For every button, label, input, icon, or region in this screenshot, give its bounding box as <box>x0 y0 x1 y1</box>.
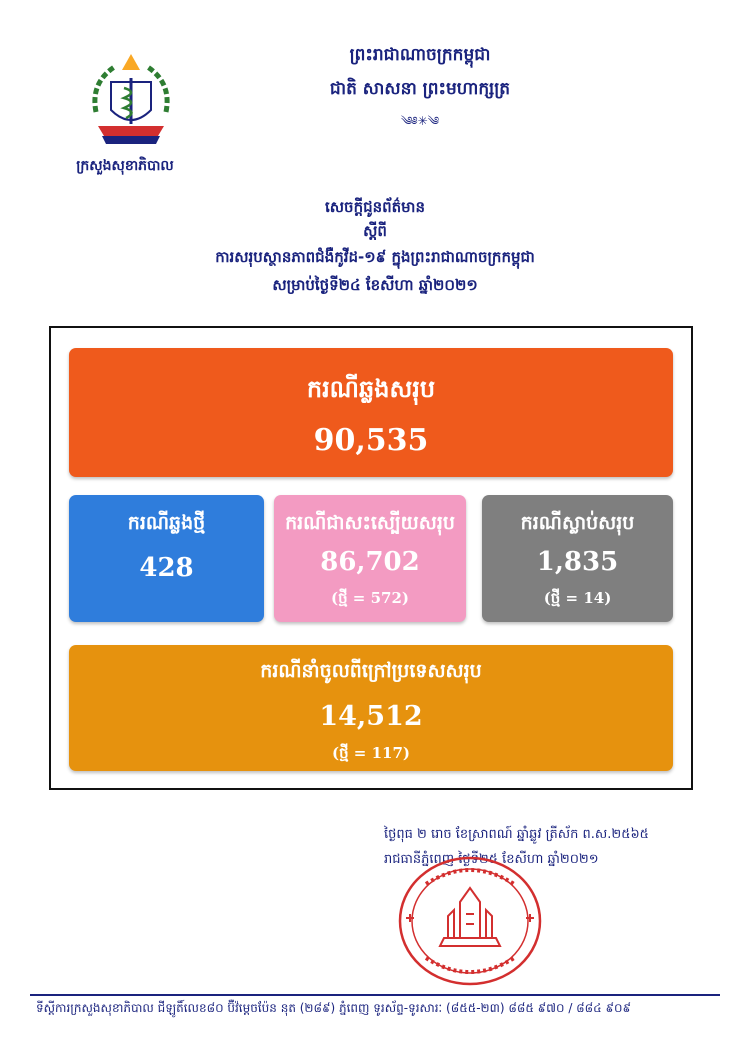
recovered-card <box>274 495 466 622</box>
official-seal-icon <box>396 854 544 988</box>
deaths-new: (ថ្មី = 14) <box>543 589 612 607</box>
deaths-card <box>482 495 673 622</box>
document-date: សម្រាប់ថ្ងៃទី២៤ ខែសីហា ឆ្នាំ២០២១ <box>272 276 478 294</box>
document-topic: ការសរុបស្ថានភាពជំងឺកូវីដ-១៩ ក្នុងព្រះរាជាណាចក្រកម្ពុជា <box>215 248 535 266</box>
document-title: សេចក្តីជូនព័ត៌មាន <box>325 198 425 216</box>
deaths-label: ករណីស្លាប់សរុប <box>520 512 635 534</box>
recovered-value: 86,702 <box>320 547 420 577</box>
solar-date: រាជធានីភ្នំពេញ ថ្ងៃទី២៥ ខែសីហា ឆ្នាំ២០២១ <box>384 852 599 867</box>
kingdom-motto: ជាតិ សាសនា ព្រះមហាក្សត្រ <box>329 79 511 99</box>
imported-value: 14,512 <box>319 701 423 732</box>
new-cases-value: 428 <box>139 553 194 583</box>
imported-cases-card <box>69 645 673 771</box>
document-subtitle: ស្តីពី <box>363 222 387 240</box>
recovered-label: ករណីជាសះស្បើយសរុប <box>285 512 455 534</box>
deaths-value: 1,835 <box>536 547 619 577</box>
total-cases-value: 90,535 <box>313 423 429 458</box>
recovered-new: (ថ្មី = 572) <box>330 589 410 607</box>
total-cases-card <box>69 348 673 477</box>
lunar-date: ថ្ងៃពុធ ២ រោច ខែស្រាពណ៍ ឆ្នាំឆ្លូវ ត្រីស័ក ព.ស.២៥៦៥ <box>384 827 649 842</box>
new-cases-card <box>69 495 264 622</box>
ministry-name: ក្រសួងសុខាភិបាល <box>76 158 174 174</box>
kingdom-title: ព្រះរាជាណាចក្រកម្ពុជា <box>349 45 491 65</box>
new-cases-label: ករណីឆ្លងថ្មី <box>127 512 206 534</box>
footer-divider <box>30 994 720 996</box>
footer-address: ទីស្តីការក្រសួងសុខាភិបាល ជីឡូតិ៍លេខ៨០ ប៊ឺវ៉ម្តេចប៉ែន នុត (២៨៩) ភ្នំពេញ ទូរស័ព្ទ-ទូរសារៈ (៨៥៥-២៣) ៨៨៥ ៩៧០ / ៨៨៤ ៩០៩ <box>36 1001 631 1015</box>
imported-new: (ថ្មី = 117) <box>331 744 411 762</box>
ministry-logo-icon <box>76 52 186 152</box>
total-cases-label: ករណីឆ្លងសរុប <box>306 375 436 403</box>
ornament-divider: ༄༅✳༄ <box>400 114 440 128</box>
imported-label: ករណីនាំចូលពីក្រៅប្រទេសសរុប <box>260 660 482 682</box>
